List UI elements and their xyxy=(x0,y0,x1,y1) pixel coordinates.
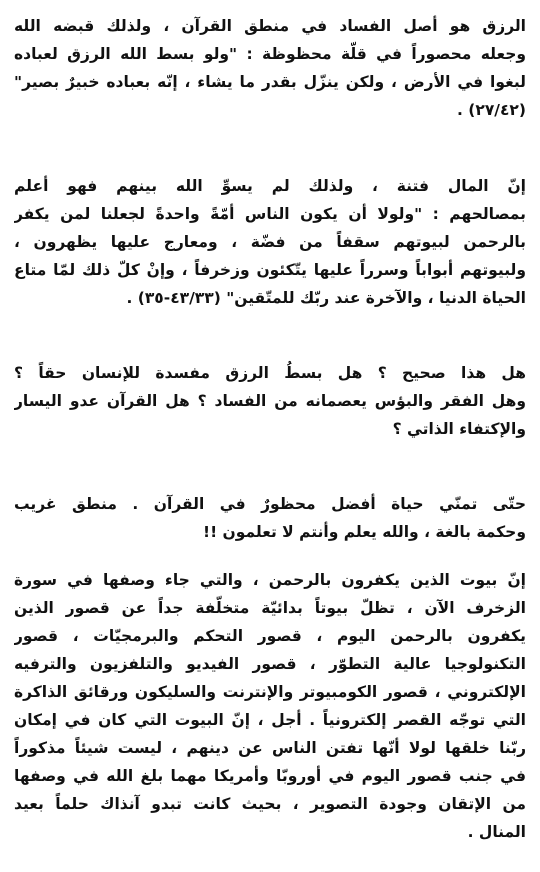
text-line: يكفرون بالرحمن اليوم ، قصور التحكم والبرمجيّات ، قصور xyxy=(14,627,526,645)
paragraph-modern-palaces xyxy=(14,566,526,846)
text-line: الحياة الدنيا ، والآخرة عند ربّك للمتّقين" (٤٣/٣٣-٣٥) . xyxy=(126,289,526,307)
text-line: حتّى تمنّي حياة أفضل محظورٌ في القرآن . منطق غريب xyxy=(14,495,526,513)
text-line: إنّ بيوت الذين يكفرون بالرحمن ، والتي جاء وصفها في سورة xyxy=(14,571,526,589)
text-line: بالرحمن لبيوتهم سقفاً من فضّة ، ومعارج عليها يظهرون ، xyxy=(14,233,526,251)
text-line: التي توجّه القصر إلكترونياً . أجل ، إنّ البيوت التي كان في إمكان xyxy=(14,711,526,729)
text-line: لبغوا في الأرض ، ولكن ينزّل بقدر ما يشاء ، إنّه بعباده خبيرٌ بصير" xyxy=(14,73,526,91)
text-line: ربّنا خلقها لولا أنّها تفتن الناس عن دينهم ، ليست شيئاً مذكوراً xyxy=(14,739,526,757)
text-line: والإكتفاء الذاتي ؟ xyxy=(392,420,526,438)
text-line: الإلكتروني ، قصور الكومبيوتر والإنترنت والسليكون ورقائق الذاكرة xyxy=(14,683,526,701)
text-line: الرزق هو أصل الفساد في منطق القرآن ، ولذلك قبضه الله xyxy=(14,17,526,35)
text-line: (٢٧/٤٢) . xyxy=(457,101,526,119)
text-line: من الإتقان وجودة التصوير ، بحيث كانت تبدو آنذاك حلماً بعيد xyxy=(14,795,526,813)
paragraph-questions xyxy=(14,359,526,443)
text-line: وهل الفقر والبؤس يعصمانه من الفساد ؟ هل القرآن عدو اليسار xyxy=(14,392,526,410)
text-line: في جنب قصور اليوم في أوروبّا وأمريكا مهما بلغ الله في وصفها xyxy=(14,767,526,785)
text-line: التكنولوجيا عالية التطوّر ، قصور الفيديو والتلفزيون والترفيه xyxy=(14,655,526,673)
text-line: بمصالحهم : "ولولا أن يكون الناس أمّةً واحدةً لجعلنا لمن يكفر xyxy=(14,205,526,223)
paragraph-rizq-origin-of-corruption xyxy=(14,12,526,124)
text-line: الزخرف الآن ، تظلّ بيوتاً بدائيّة متخلّفة جداً عن قصور الذين xyxy=(14,599,526,617)
text-line: المنال . xyxy=(467,823,526,841)
paragraph-wealth-is-fitna xyxy=(14,172,526,312)
paragraph-strange-logic xyxy=(14,490,526,546)
text-line: ولبيوتهم أبواباً وسرراً عليها يتّكئون وزخرفاً ، وإنْ كلّ ذلك لمّا متاع xyxy=(14,261,526,279)
document-page xyxy=(14,8,526,868)
text-line: وجعله محصوراً في قلّة محظوظة : "ولو بسط الله الرزق لعباده xyxy=(14,45,526,63)
text-line: وحكمة بالغة ، والله يعلم وأنتم لا تعلمون !! xyxy=(203,523,526,541)
text-line: إنّ المال فتنة ، ولذلك لم يسوِّ الله بينهم فهو أعلم xyxy=(14,177,526,195)
text-line: هل هذا صحيح ؟ هل بسطُ الرزق مفسدة للإنسان حقاً ؟ xyxy=(14,364,526,382)
